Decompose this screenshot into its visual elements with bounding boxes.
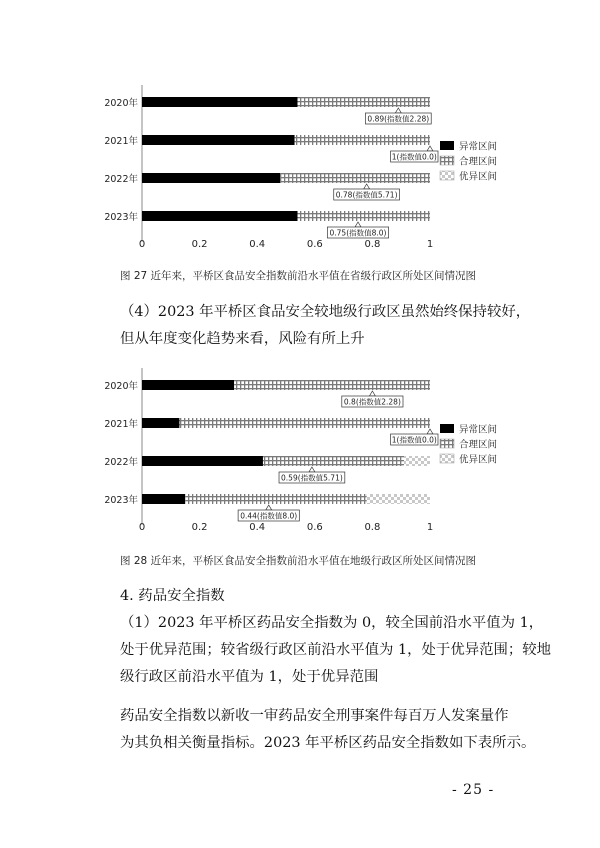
legend-swatch <box>440 171 454 180</box>
paragraph-drug-1 <box>120 610 552 691</box>
category-label: 2021年 <box>104 136 138 147</box>
figure-28-caption: 图 28 近年来，平桥区食品安全指数前沿水平值在地级行政区所处区间情况图 <box>120 555 477 567</box>
x-tick-label: 0.6 <box>306 522 323 533</box>
legend-label: 优异区间 <box>459 171 498 183</box>
legend-label: 合理区间 <box>459 156 498 168</box>
bar-segment <box>142 380 234 390</box>
bar-segment <box>298 211 430 221</box>
annotation-marker <box>395 108 401 113</box>
legend-label: 异常区间 <box>459 141 498 153</box>
annotation-label: 1(指数值0.0) <box>391 152 437 162</box>
bar-segment <box>179 418 430 428</box>
bar-segment <box>404 456 430 466</box>
bar-segment <box>280 173 430 183</box>
page-number: - 25 - <box>452 782 495 798</box>
chart-provincial-interval <box>100 85 540 255</box>
category-label: 2023年 <box>104 212 138 223</box>
bar-segment <box>142 97 298 107</box>
bar-segment <box>234 380 430 390</box>
paragraph-line: （4）2023 年平桥区食品安全较地级行政区虽然始终保持较好， <box>120 304 531 320</box>
paragraph-4 <box>120 299 531 353</box>
legend-swatch <box>440 424 454 433</box>
legend-swatch <box>440 141 454 150</box>
annotation-marker <box>266 505 272 510</box>
paragraph-drug-2 <box>120 703 536 757</box>
category-label: 2023年 <box>104 495 138 506</box>
bar-segment <box>142 135 295 145</box>
legend-label: 合理区间 <box>459 439 498 451</box>
bar-segment <box>367 494 430 504</box>
annotation-marker <box>355 222 361 227</box>
annotation-marker <box>369 391 375 396</box>
chart-prefecture-interval <box>100 368 540 538</box>
legend-swatch <box>440 439 454 448</box>
annotation-label: 1(指数值0.0) <box>391 435 437 445</box>
paragraph-line: 级行政区前沿水平值为 1，处于优异范围 <box>120 669 379 685</box>
bar-segment <box>142 418 179 428</box>
annotation-label: 0.44(指数值8.0) <box>240 511 298 521</box>
annotation-marker <box>427 429 433 434</box>
category-label: 2020年 <box>104 381 138 392</box>
category-label: 2021年 <box>104 419 138 430</box>
x-tick-label: 0 <box>138 522 146 533</box>
x-tick-label: 0.2 <box>191 239 208 250</box>
x-tick-label: 0.8 <box>364 239 381 250</box>
category-label: 2022年 <box>104 457 138 468</box>
annotation-label: 0.59(指数值5.71) <box>281 473 343 483</box>
section-heading: 4. 药品安全指数 <box>120 588 225 604</box>
x-tick-label: 0.6 <box>306 239 323 250</box>
paragraph-line: 为其负相关衡量指标。2023 年平桥区药品安全指数如下表所示。 <box>120 735 536 751</box>
legend-swatch <box>440 454 454 463</box>
x-tick-label: 1 <box>426 522 434 533</box>
annotation-label: 0.75(指数值8.0) <box>329 228 387 238</box>
bar-segment <box>185 494 366 504</box>
annotation-label: 0.78(指数值5.71) <box>335 190 398 200</box>
annotation-marker <box>364 184 370 189</box>
legend-label: 异常区间 <box>459 424 498 436</box>
annotation-marker <box>427 146 433 151</box>
paragraph-line: （1）2023 年平桥区药品安全指数为 0，较全国前沿水平值为 1， <box>120 615 544 631</box>
bar-segment <box>142 494 185 504</box>
bar-segment <box>298 97 430 107</box>
bar-segment <box>142 211 298 221</box>
category-label: 2020年 <box>104 98 138 109</box>
x-tick-label: 0.2 <box>191 522 208 533</box>
category-label: 2022年 <box>104 174 138 185</box>
figure-27-caption: 图 27 近年来，平桥区食品安全指数前沿水平值在省级行政区所处区间情况图 <box>120 270 477 282</box>
legend-label: 优异区间 <box>459 454 498 466</box>
bar-segment <box>142 173 280 183</box>
annotation-label: 0.89(指数值2.28) <box>367 114 430 124</box>
x-tick-label: 0.4 <box>249 522 266 533</box>
paragraph-line: 处于优异范围；较省级行政区前沿水平值为 1，处于优异范围；较地 <box>120 642 552 658</box>
bar-segment <box>263 456 404 466</box>
bar-segment <box>142 456 263 466</box>
x-tick-label: 1 <box>426 239 434 250</box>
annotation-marker <box>309 467 315 472</box>
bar-segment <box>295 135 430 145</box>
legend-swatch <box>440 156 454 165</box>
paragraph-line: 药品安全指数以新收一审药品安全刑事案件每百万人发案量作 <box>120 708 509 724</box>
x-tick-label: 0.4 <box>249 239 266 250</box>
annotation-label: 0.8(指数值2.28) <box>343 397 401 407</box>
paragraph-line: 但从年度变化趋势来看，风险有所上升 <box>120 331 365 347</box>
x-tick-label: 0 <box>138 239 146 250</box>
x-tick-label: 0.8 <box>364 522 381 533</box>
